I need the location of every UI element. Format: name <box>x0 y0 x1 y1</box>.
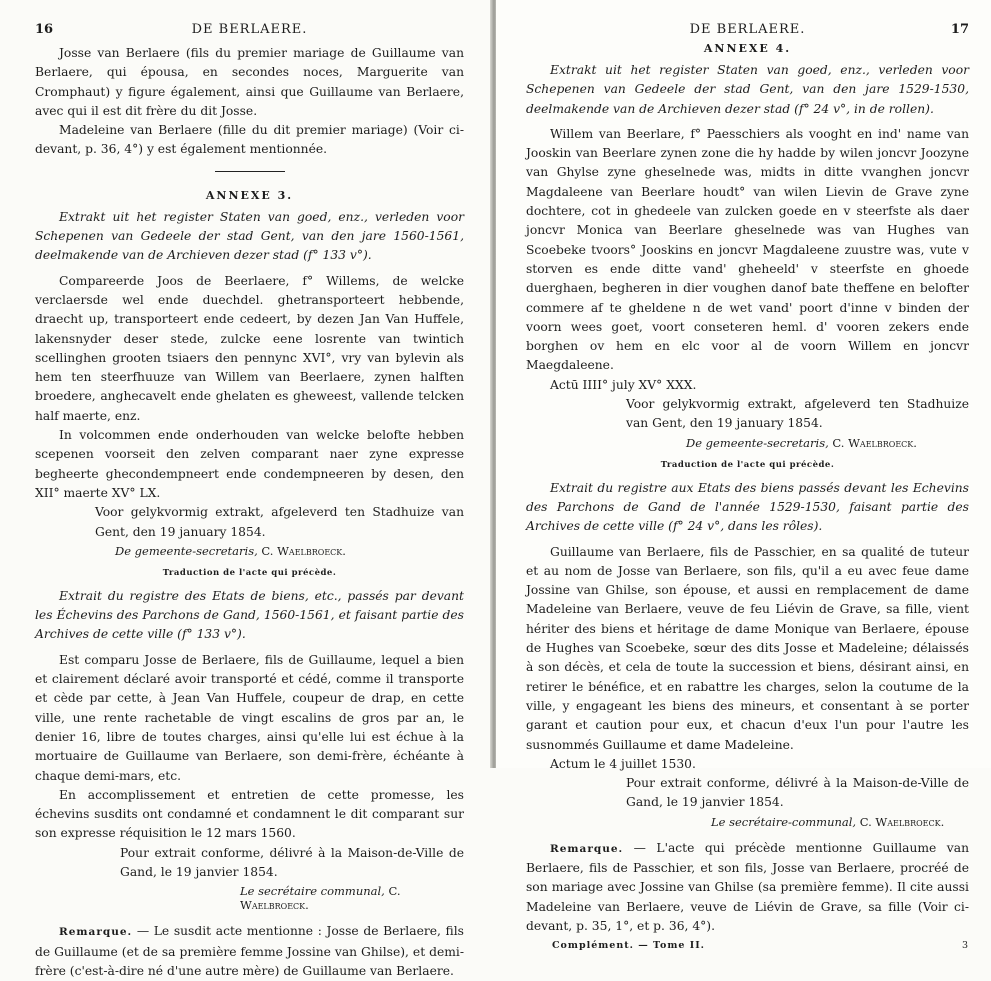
right-page <box>496 0 991 952</box>
annexe-3-french-body-2: En accomplissement et entretien de cette promesse, les échevins susdits ont condamné et condamnent le dit comparant sur son expresse réquisition le 12 mars 1560. <box>35 787 464 841</box>
footer-signature-mark: 3 <box>961 940 969 952</box>
annexe-3-extract-heading: Extrakt uit het register Staten van goed, enz., verleden voor Schepenen van Gedeele der stad Gent, van den jare 1560-1561, deelmakende van de Archieven dezer stad (f° 133 v°). <box>35 209 464 263</box>
signature-role: De gemeente-secretaris, <box>686 435 829 450</box>
footer-volume: Complément. — Tome II. <box>552 940 705 952</box>
annexe-3-french-heading: Extrait du registre des Etats de biens, etc., passés par devant les Échevins des Parchons de Gand, 1560-1561, et faisant partie des Archives de cette ville (f° 133 v°). <box>35 588 464 642</box>
annexe-3-french-signature <box>240 884 464 912</box>
signature-role: De gemeente-secretaris, <box>115 543 258 558</box>
remarque-text: — Le susdit acte mentionne : Josse de Berlaere, fils de Guillaume (et de sa première femme Jossine van Ghilse), et demi-frère (c'est-à-dire né d'une autre mère) de Guillaume van Berlaere. <box>35 924 464 978</box>
annexe-4-french-signature <box>711 815 969 829</box>
annexe-4-actum: Actū IIII° july XV° XXX. <box>550 377 697 392</box>
left-page-header <box>35 22 464 44</box>
signature-name: C. Waelbroeck. <box>240 884 401 913</box>
left-page <box>0 0 492 978</box>
annexe-3-certified: Voor gelykvormig extrakt, afgeleverd ten Stadhuize van Gent, den 19 january 1854. <box>95 505 464 539</box>
annexe-3-extract-body-2: In volcommen ende onderhouden van welcke belofte hebben scepenen voorseit den zelven comparant naer zyne expresse begheerte ghecondempneert ende condempneeren by desen, den XII° maerte XV° LX. <box>35 428 464 500</box>
annexe-4-certified: Voor gelykvormig extrakt, afgeleverd ten Stadhuize van Gent, den 19 january 1854. <box>626 397 969 431</box>
annexe-4-extract-body: Willem van Beerlare, f° Paesschiers als vooght en ind' name van Jooskin van Beerlare zynen zone die hy hadde by wilen joncvr Joozyne van Ghylse zyne gheselnede was, midts in ditte vvanghen joncvr Magdaleene van Beerlare houdt° van wilen Lievin de Grave zyne dochtere, cot in ghedeele van zulcken goede en v steerfste als daer joncvr Monica van Beerlare gheselnede was van Hughes van Scoebeke tvoors° Jooskins en joncvr Magdaleene zuustre was, vute v storven es ende ditte vand' gheheeld' v steerfste en ghoede duerghaen, begheren in dier voughen danof bate theffene en belofter commere af te gheldene n de wet vand' poort d'inne v binden der voorn wees goet, voort conseteren heml. d' vooren zekers ende borghen ov hem en elc voor al de voorn Willem en joncvr Maegdaleene. <box>526 126 969 373</box>
annexe-4-french-certified: Pour extrait conforme, délivré à la Maison-de-Ville de Gand, le 19 janvier 1854. <box>626 776 969 810</box>
annexe-3-signature <box>115 544 464 558</box>
signature-role: Le secrétaire communal, <box>240 884 385 899</box>
left-separator-rule <box>215 171 285 172</box>
right-remarque <box>526 839 969 936</box>
left-intro-paragraph-2: Madeleine van Berlaere (fille du dit premier mariage) (Voir ci-devant, p. 36, 4°) y est également mentionnée. <box>35 123 464 157</box>
annexe-4-signature <box>686 436 969 450</box>
signature-name: C. Waelbroeck. <box>261 543 346 558</box>
left-intro-paragraph-1: Josse van Berlaere (fils du premier mariage de Guillaume van Berlaere, qui épousa, en secondes noces, Marguerite van Cromphaut) y figure également, ainsi que Guillaume van Berlaere, avec qui il est dit frère du dit Josse. <box>35 46 464 118</box>
left-remarque <box>35 922 464 981</box>
remarque-label: Remarque. <box>59 926 133 939</box>
annexe-4-french-body: Guillaume van Berlaere, fils de Passchier, en sa qualité de tuteur et au nom de Josse van Berlaere, son fils, qu'il a eu avec feue dame Jossine van Ghilse, son épouse, et aussi en remplacement de dame Madeleine van Berlaere, veuve de feu Liévin de Grave, sa fille, vient hériter des biens et héritage de dame Monique van Berlaere, épouse de Hughes van Scoebeke, sœur des dits Josse et Madeleine; délaissés à son décès, et cela de toute la succession et biens, désirant ainsi, en retirer le bénéfice, et en rabattre les charges, selon la coutume de la ville, y engageant les biens des mineurs, et consentant à se porter garant et caution pour eux, et chacun d'eux l'un pour l'autre les susnommés Guillaume et dame Madeleine. <box>526 544 969 752</box>
annexe-3-extract-body: Compareerde Joos de Beerlaere, f° Willems, de welcke verclaersde wel ende duechdel. ghetransporteert hebbende, draecht up, transporteert ende cedeert, by dezen Jan Van Huffele, lakensnyder deser stede, zulcke eene losrente van twintich scellinghen grooten tsiaers den pennync XVI°, vry van bylevin als hem ten steerfhuuze van Willem van Beerlaere, zynen halften broedere, anghecavelt ende ghelaten es gheweest, vallende telcken half maerte, enz. <box>35 273 464 423</box>
annexe-4-title: ANNEXE 4. <box>703 42 792 55</box>
right-page-number: 17 <box>950 22 969 37</box>
annexe-3-french-body: Est comparu Josse de Berlaere, fils de Guillaume, lequel a bien et clairement déclaré avoir transporté et cédé, comme il transporte et cède par cette, à Jean Van Huffele, coupeur de drap, en cette ville, une rente rachetable de vingt escalins de gros par an, le denier 16, libre de toutes charges, ainsi qu'elle lui est échue à la mortuaire de Guillaume van Berlaere, son demi-frère, échéante à chaque demi-mars, etc. <box>35 652 464 783</box>
right-running-head: DE BERLAERE. <box>689 22 806 37</box>
right-page-header <box>526 22 969 44</box>
signature-name: C. Waelbroeck. <box>832 435 917 450</box>
annexe-3-title: ANNEXE 3. <box>205 188 294 202</box>
annexe-4-traduction-title: Traduction de l'acte qui précède. <box>660 459 835 470</box>
signature-role: Le secrétaire-communal, <box>711 814 857 829</box>
remarque-text: — L'acte qui précède mentionne Guillaume van Berlaere, fils de Passchier, et son fils, Josse van Berlaere, procréé de son mariage avec Jossine van Ghilse (sa première femme). Il cite aussi Madeleine van Berlaere, veuve de Liévin de Grave, sa fille (Voir ci-devant, p. 35, 1°, et p. 36, 4°). <box>526 840 969 933</box>
right-page-footer <box>526 940 969 960</box>
annexe-4-extract-heading: Extrakt uit het register Staten van goed, enz., verleden voor Schepenen van Gedeele der stad Gent, van den jare 1529-1530, deelmakende van de Archieven dezer stad (f° 24 v°, in de rollen). <box>526 63 969 116</box>
annexe-3-traduction-title: Traduction de l'acte qui précède. <box>162 567 337 578</box>
remarque-label: Remarque. <box>550 842 624 855</box>
annexe-3-french-certified: Pour extrait conforme, délivré à la Maison-de-Ville de Gand, le 19 janvier 1854. <box>120 845 464 879</box>
left-running-head: DE BERLAERE. <box>191 22 308 37</box>
annexe-4-french-heading: Extrait du registre aux Etats des biens passés devant les Echevins des Parchons de Gand de l'année 1529-1530, faisant partie des Archives de cette ville (f° 24 v°, dans les rôles). <box>526 480 969 534</box>
annexe-4-french-actum: Actum le 4 juillet 1530. <box>550 756 696 771</box>
left-page-number: 16 <box>35 22 54 37</box>
signature-name: C. Waelbroeck. <box>859 814 945 829</box>
